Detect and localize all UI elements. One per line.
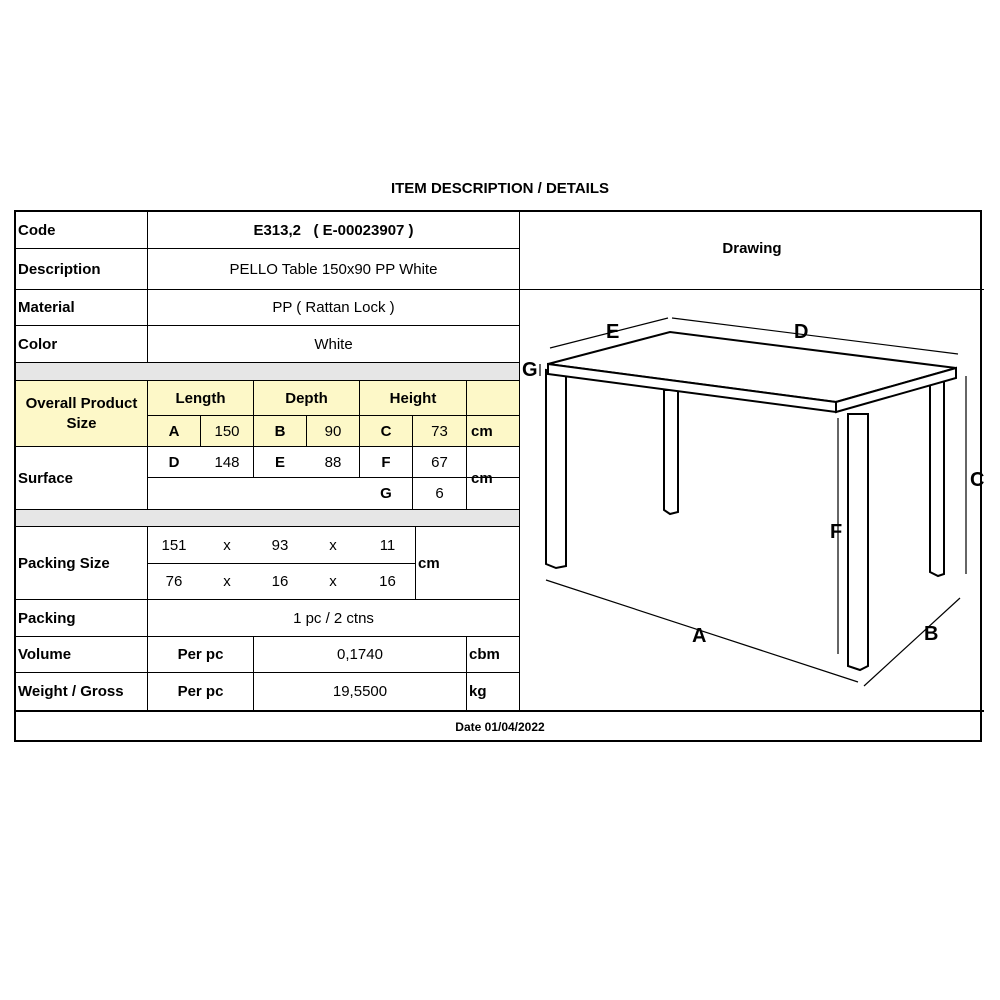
- code-label: Code: [18, 221, 56, 239]
- code-value: E313,2 ( E-00023907 ): [253, 221, 414, 239]
- drawing-label: Drawing: [722, 240, 782, 257]
- packing-row1-length: 151: [161, 536, 187, 554]
- surface-d-letter: D: [168, 453, 180, 471]
- packing-row1-x1: x: [223, 536, 231, 554]
- dim-label-c: C: [970, 469, 985, 491]
- packing-size-label: Packing Size: [18, 554, 110, 572]
- surface-e-letter: E: [274, 453, 285, 471]
- length-header: Length: [148, 381, 253, 415]
- weight-per: Per pc: [177, 683, 224, 700]
- depth-header: Depth: [254, 381, 359, 415]
- packing-value: 1 pc / 2 ctns: [293, 609, 374, 627]
- surface-f-letter: F: [381, 453, 391, 471]
- weight-value: 19,5500: [332, 683, 388, 700]
- weight-unit: kg: [469, 683, 487, 700]
- front-right-leg: [848, 414, 868, 670]
- packing-row1-height: 11: [379, 536, 396, 554]
- description-value: PELLO Table 150x90 PP White: [229, 260, 438, 278]
- dim-label-b: B: [924, 623, 939, 645]
- dim-label-d: D: [794, 321, 809, 343]
- surface-e-value: 88: [324, 453, 342, 471]
- volume-unit: cbm: [469, 646, 500, 663]
- surface-unit: cm: [471, 469, 493, 487]
- overall-c-value: 73: [413, 416, 466, 446]
- height-header: Height: [360, 381, 466, 415]
- overall-a-letter: A: [148, 416, 200, 446]
- packing-row1-depth: 93: [271, 536, 289, 554]
- volume-per: Per pc: [177, 646, 224, 663]
- packing-size-unit: cm: [418, 554, 440, 572]
- footer-date: Date 01/04/2022: [455, 720, 545, 734]
- page-title: ITEM DESCRIPTION / DETAILS: [390, 180, 610, 197]
- volume-value: 0,1740: [337, 646, 383, 663]
- spec-sheet: [14, 210, 985, 742]
- dim-label-a: A: [692, 625, 707, 647]
- dim-label-f: F: [830, 521, 843, 543]
- surface-g-value: 6: [435, 485, 444, 502]
- overall-size-label: Overall Product Size: [16, 381, 147, 446]
- packing-row2-length: 76: [165, 573, 183, 590]
- packing-row2-depth: 16: [271, 573, 289, 590]
- overall-a-value: 150: [201, 416, 253, 446]
- color-label: Color: [18, 335, 58, 353]
- overall-b-letter: B: [254, 416, 306, 446]
- material-label: Material: [18, 299, 75, 316]
- table-dimension-drawing: [520, 290, 985, 710]
- back-right-leg: [930, 378, 944, 576]
- overall-unit: cm: [467, 416, 519, 446]
- back-left-leg: [664, 390, 678, 514]
- packing-row2-x2: x: [329, 573, 337, 590]
- surface-d-value: 148: [214, 453, 240, 471]
- surface-g-letter: G: [380, 485, 392, 502]
- material-value: PP ( Rattan Lock ): [272, 299, 395, 316]
- packing-row2-x1: x: [223, 573, 231, 590]
- surface-label: Surface: [18, 469, 74, 487]
- dim-label-g: G: [522, 359, 538, 381]
- weight-label: Weight / Gross: [18, 683, 124, 700]
- overall-b-value: 90: [307, 416, 359, 446]
- dim-label-e: E: [606, 321, 620, 343]
- description-label: Description: [18, 260, 101, 278]
- front-left-leg: [546, 370, 566, 568]
- overall-c-letter: C: [360, 416, 412, 446]
- packing-row1-x2: x: [329, 536, 337, 554]
- volume-label: Volume: [18, 646, 72, 663]
- color-value: White: [314, 335, 353, 353]
- surface-f-value: 67: [431, 453, 448, 471]
- packing-row2-height: 16: [379, 573, 396, 590]
- packing-label: Packing: [18, 609, 76, 627]
